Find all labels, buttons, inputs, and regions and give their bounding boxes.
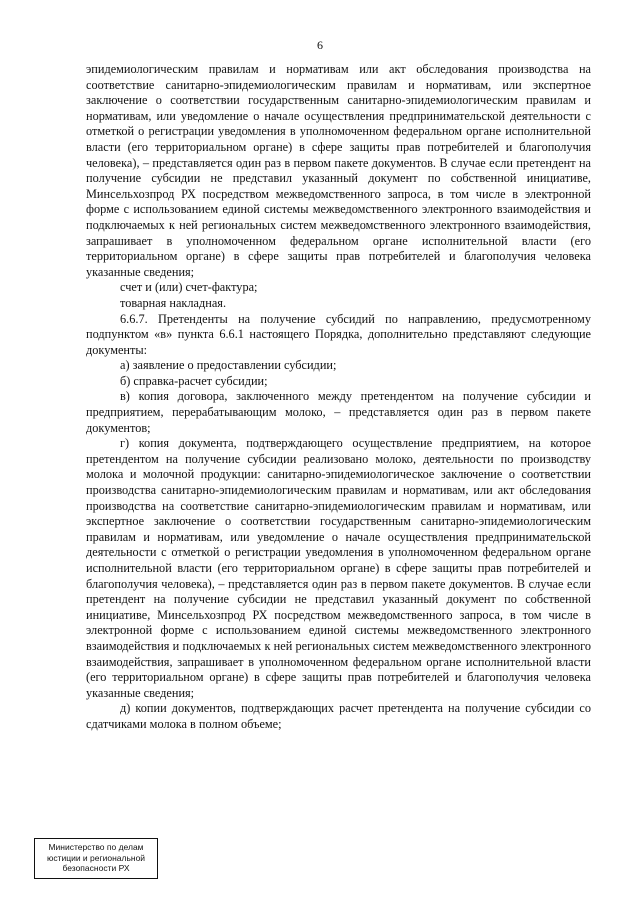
list-item-d: д) копии документов, подтверждающих расчет претендента на получение субсидии со сдатчиками молока в полном объеме; — [86, 701, 591, 731]
ministry-stamp — [34, 838, 158, 879]
document-body — [86, 62, 591, 733]
paragraph-continuation: эпидемиологическим правилам и нормативам или акт обследования производства на соответствие санитарно-эпидемиологическим правилам и нормативам, или экспертное заключение о соответствии государственным санитарно-эпидемиологическим правилам и нормативам, или уведомление о начале осуществления предпринимательской деятельности с отметкой о регистрации уведомления в уполномоченном федеральном органе исполнительной власти (его территориальном органе) в сфере защиты прав потребителей и благополучия человека), – представляется один раз в первом пакете документов. В случае если претендент на получение субсидии не представил указанный документ по собственной инициативе, Минсельхозпрод РХ посредством межведомственного запроса, в том числе в электронной форме с использованием единой системы межведомственного электронного взаимодействия и подключаемых к ней региональных систем межведомственного электронного взаимодействия, запрашивает в уполномоченном федеральном органе исполнительной власти (его территориальном органе) в сфере защиты прав потребителей и благополучия человека указанные сведения; — [86, 62, 591, 279]
list-item-g: г) копия документа, подтверждающего осуществление предприятием, на которое претендентом на получение субсидии реализовано молоко, деятельности по производству молока и молочной продукции: санитарно-эпидемиологическое заключение о соответствии производства санитарно-эпидемиологическим правилам и нормативам, или акт обследования производства на соответствие санитарно-эпидемиологическим правилам и нормативам, или экспертное заключение о соответствии государственным санитарно-эпидемиологическим правилам и нормативам, или уведомление о начале осуществления предпринимательской деятельности с отметкой о регистрации уведомления в уполномоченном федеральном органе исполнительной власти (его территориальном органе) в сфере защиты прав потребителей и благополучия человека), – представляется один раз в первом пакете документов. В случае если претендент на получение субсидии не представил указанный документ по собственной инициативе, Минсельхозпрод РХ посредством межведомственного запроса, в том числе в электронной форме с использованием единой системы межведомственного электронного взаимодействия и подключаемых к ней региональных систем межведомственного электронного взаимодействия, запрашивает в уполномоченном федеральном органе исполнительной власти (его территориальном органе) в сфере защиты прав потребителей и благополучия человека указанные сведения; — [86, 436, 591, 700]
page-number: 6 — [317, 38, 323, 52]
paragraph-waybill: товарная накладная. — [120, 295, 227, 310]
stamp-line: Министерство по делам — [48, 842, 144, 852]
list-item-v: в) копия договора, заключенного между претендентом на получение субсидии и предприятием, перерабатывающим молоко, – представляется один раз в первом пакете документов; — [86, 389, 591, 435]
list-item-b: б) справка-расчет субсидии; — [120, 373, 268, 388]
paragraph-clause-6-6-7: 6.6.7. Претенденты на получение субсидий по направлению, предусмотренному подпунктом «в» пункта 6.6.1 настоящего Порядка, дополнительно представляют следующие документы: — [86, 311, 591, 357]
stamp-line: безопасности РХ — [62, 863, 130, 873]
list-item-a: а) заявление о предоставлении субсидии; — [120, 358, 337, 373]
stamp-line: юстиции и региональной — [46, 852, 146, 863]
paragraph-invoice: счет и (или) счет-фактура; — [120, 280, 258, 295]
